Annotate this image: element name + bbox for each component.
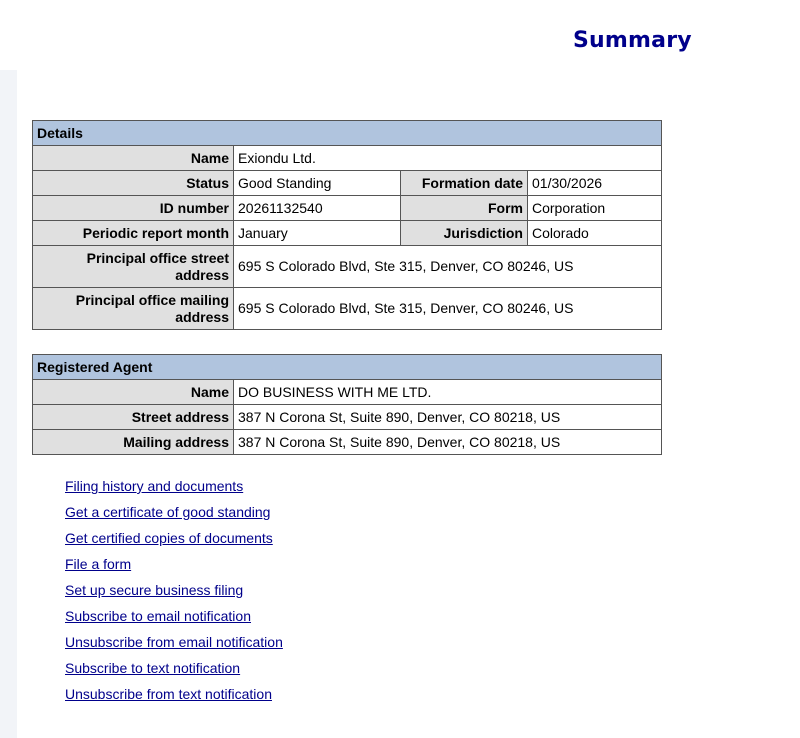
form-label: Form — [401, 196, 528, 221]
subscribe-text-link[interactable]: Subscribe to text notification — [65, 660, 241, 676]
name-label: Name — [33, 146, 234, 171]
status-value: Good Standing — [234, 171, 401, 196]
registered-agent-table — [32, 354, 662, 455]
table-row — [33, 430, 662, 455]
file-form-link[interactable]: File a form — [65, 556, 132, 572]
list-item — [65, 658, 283, 684]
id-number-value: 20261132540 — [234, 196, 401, 221]
table-row — [33, 288, 662, 330]
table-row — [33, 380, 662, 405]
secure-filing-link[interactable]: Set up secure business filing — [65, 582, 244, 598]
agent-mailing-label: Mailing address — [33, 430, 234, 455]
formation-date-label: Formation date — [401, 171, 528, 196]
agent-name-label: Name — [33, 380, 234, 405]
periodic-report-month-value: January — [234, 221, 401, 246]
details-section-header: Details — [33, 121, 662, 146]
page-title: Summary — [573, 28, 692, 53]
jurisdiction-value: Colorado — [528, 221, 662, 246]
agent-name-value: DO BUSINESS WITH ME LTD. — [234, 380, 662, 405]
list-item — [65, 476, 283, 502]
table-row — [33, 171, 662, 196]
entity-name-value: Exiondu Ltd. — [234, 146, 662, 171]
list-item — [65, 684, 283, 710]
agent-section-header: Registered Agent — [33, 355, 662, 380]
principal-mailing-label: Principal office mailing address — [33, 288, 234, 330]
list-item — [65, 580, 283, 606]
principal-mailing-value: 695 S Colorado Blvd, Ste 315, Denver, CO 80246, US — [234, 288, 662, 330]
agent-header-row — [33, 355, 662, 380]
list-item — [65, 528, 283, 554]
table-row — [33, 196, 662, 221]
jurisdiction-label: Jurisdiction — [401, 221, 528, 246]
table-row — [33, 246, 662, 288]
id-number-label: ID number — [33, 196, 234, 221]
list-item — [65, 502, 283, 528]
form-value: Corporation — [528, 196, 662, 221]
principal-street-value: 695 S Colorado Blvd, Ste 315, Denver, CO 80246, US — [234, 246, 662, 288]
unsubscribe-text-link[interactable]: Unsubscribe from text notification — [65, 686, 272, 702]
subscribe-email-link[interactable]: Subscribe to email notification — [65, 608, 251, 624]
list-item — [65, 606, 283, 632]
certificate-good-standing-link[interactable]: Get a certificate of good standing — [65, 504, 271, 520]
list-item — [65, 554, 283, 580]
agent-street-label: Street address — [33, 405, 234, 430]
left-margin-panel — [0, 70, 17, 738]
filing-history-link[interactable]: Filing history and documents — [65, 478, 244, 494]
periodic-report-month-label: Periodic report month — [33, 221, 234, 246]
table-row — [33, 146, 662, 171]
formation-date-value: 01/30/2026 — [528, 171, 662, 196]
details-header-row — [33, 121, 662, 146]
unsubscribe-email-link[interactable]: Unsubscribe from email notification — [65, 634, 283, 650]
agent-street-value: 387 N Corona St, Suite 890, Denver, CO 80218, US — [234, 405, 662, 430]
list-item — [65, 632, 283, 658]
details-table — [32, 120, 662, 330]
action-links-list — [65, 476, 283, 710]
table-row — [33, 405, 662, 430]
status-label: Status — [33, 171, 234, 196]
table-row — [33, 221, 662, 246]
agent-mailing-value: 387 N Corona St, Suite 890, Denver, CO 80218, US — [234, 430, 662, 455]
principal-street-label: Principal office street address — [33, 246, 234, 288]
certified-copies-link[interactable]: Get certified copies of documents — [65, 530, 273, 546]
